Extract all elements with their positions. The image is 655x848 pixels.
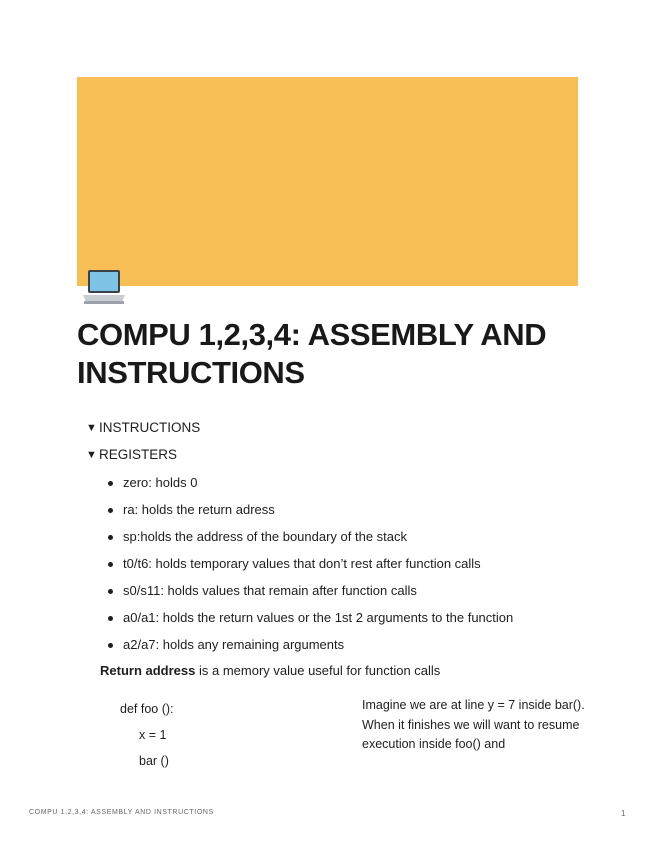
list-item: sp:holds the address of the boundary of the stack [108,528,513,555]
list-item: zero: holds 0 [108,474,513,501]
toggle-arrow-icon: ▼ [86,448,97,461]
toggle-label: REGISTERS [99,447,178,462]
list-item: a0/a1: holds the return values or the 1st 2 arguments to the function [108,609,513,636]
paragraph-text: is a memory value useful for function calls [195,663,441,678]
code-block [120,696,174,774]
list-item: t0/t6: holds temporary values that don’t rest after function calls [108,555,513,582]
explanation-note: Imagine we are at line y = 7 inside bar(). When it finishes we will want to resume execution inside foo() and [362,698,585,751]
return-address-paragraph [100,663,440,678]
toggle-arrow-icon: ▼ [86,421,97,434]
page-number: 1 [621,809,626,818]
code-line: x = 1 [139,728,167,742]
code-line: bar () [139,754,169,768]
toggle-instructions[interactable] [86,420,200,435]
list-item: a2/a7: holds any remaining arguments [108,636,513,663]
list-item: s0/s11: holds values that remain after function calls [108,582,513,609]
toggle-registers[interactable] [86,447,177,462]
laptop-icon [81,266,127,308]
cover-banner [77,77,578,286]
toggle-label: INSTRUCTIONS [99,420,201,435]
list-item: ra: holds the return adress [108,501,513,528]
page-title: COMPU 1,2,3,4: ASSEMBLY AND INSTRUCTIONS [77,317,547,390]
footer-title: COMPU 1,2,3,4: ASSEMBLY AND INSTRUCTIONS [29,809,214,816]
code-line: def foo (): [120,702,174,716]
registers-list [108,474,513,663]
bold-term: Return address [100,663,196,678]
